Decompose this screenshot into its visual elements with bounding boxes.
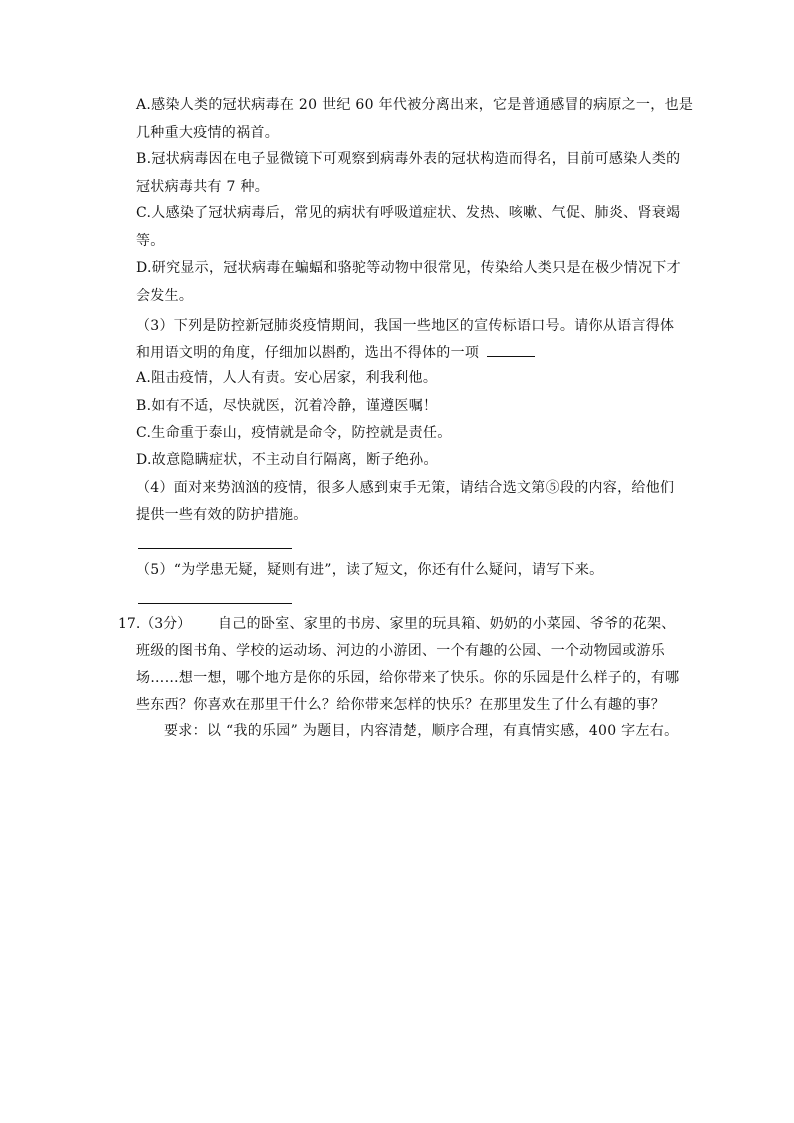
option-b-line-2: 冠状病毒共有 7 种。	[136, 179, 270, 195]
question-3-text: 和用语文明的角度，仔细加以斟酌，选出不得体的一项	[136, 345, 480, 361]
question-17-line-1: 自己的卧室、家里的书房、家里的玩具箱、奶奶的小菜园、爷爷的花架、	[218, 616, 676, 632]
question-17-requirement: 要求：以 “我的乐园” 为题目，内容清楚，顺序合理，有真情实感，400 字左右。	[164, 723, 679, 739]
option-a-line-1: A.感染人类的冠状病毒在 20 世纪 60 年代被分离出来，它是普通感冒的病原之一，也是	[136, 97, 694, 113]
question-17-line-3: 场……想一想，哪个地方是你的乐园，给你带来了快乐。你的乐园是什么样子的，有哪	[136, 670, 680, 686]
question-4-line-1: （4）面对来势汹汹的疫情，很多人感到束手无策，请结合选文第⑤段的内容，给他们	[136, 480, 675, 496]
question-17-line-2: 班级的图书角、学校的运动场、河边的小游团、一个有趣的公园、一个动物园或游乐	[136, 643, 666, 659]
option-c-line-1: C.人感染了冠状病毒后，常见的病状有呼吸道症状、发热、咳嗽、气促、肺炎、肾衰竭	[136, 205, 681, 221]
answer-line-5[interactable]	[138, 603, 292, 604]
question-3-option-d: D.故意隐瞒症状，不主动自行隔离，断子绝孙。	[136, 452, 438, 468]
question-5-line: （5）“为学患无疑，疑则有进”，读了短文，你还有什么疑问，请写下来。	[136, 562, 604, 578]
question-3-line-2	[136, 342, 535, 363]
question-17-number: 17.（3分）	[118, 616, 192, 632]
question-4-line-2: 提供一些有效的防护措施。	[136, 507, 308, 523]
question-3-option-c: C.生命重于泰山，疫情就是命令，防控就是责任。	[136, 425, 452, 441]
question-3-option-a: A.阻击疫情，人人有责。安心居家，利我利他。	[136, 370, 438, 386]
option-a-line-2: 几种重大疫情的祸首。	[136, 125, 279, 141]
question-17-line-4: 些东西？你喜欢在那里干什么？给你带来怎样的快乐？在那里发生了什么有趣的事？	[136, 697, 666, 713]
answer-line-4[interactable]	[138, 548, 292, 549]
option-c-line-2: 等。	[136, 233, 165, 249]
question-3-option-b: B.如有不适，尽快就医，沉着冷静，谨遵医嘱！	[136, 398, 438, 414]
answer-blank[interactable]	[487, 342, 535, 357]
option-d-line-2: 会发生。	[136, 288, 194, 304]
option-d-line-1: D.研究显示，冠状病毒在蝙蝠和骆驼等动物中很常见，传染给人类只是在极少情况下才	[136, 260, 681, 276]
question-3-line-1: （3）下列是防控新冠肺炎疫情期间，我国一些地区的宣传标语口号。请你从语言得体	[136, 318, 675, 334]
option-b-line-1: B.冠状病毒因在电子显微镜下可观察到病毒外表的冠状构造而得名，目前可感染人类的	[136, 151, 681, 167]
